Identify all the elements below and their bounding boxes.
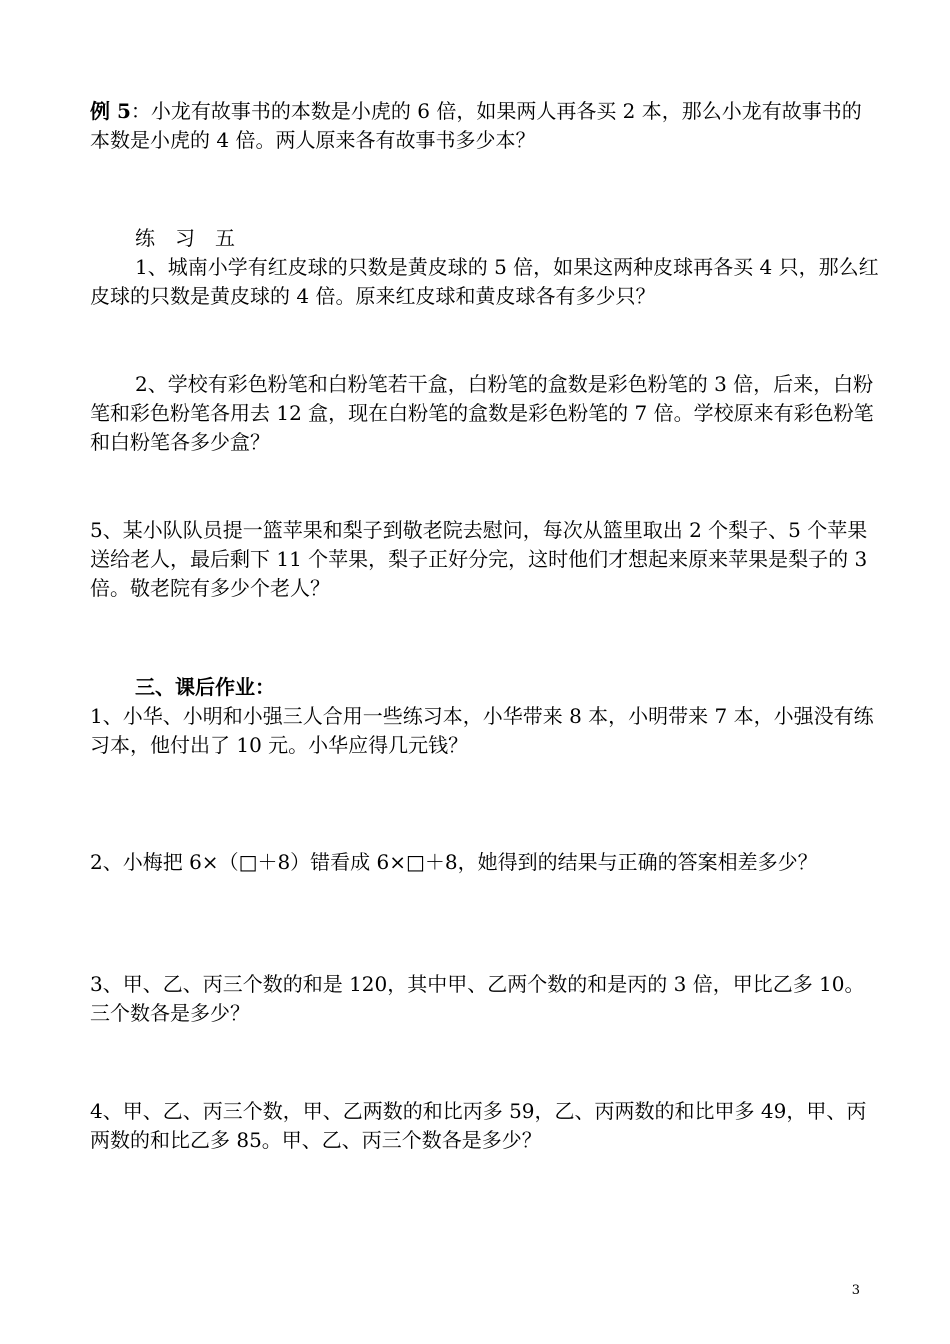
example-5 — [90, 97, 880, 155]
practice-title: 练 习 五 — [135, 226, 235, 250]
practice-question-5: 5、某小队队员提一篮苹果和梨子到敬老院去慰问，每次从篮里取出 2 个梨子、5 个苹果送给老人，最后剩下 11 个苹果，梨子正好分完，这时他们才想起来原来苹果是梨子的 3 倍。敬老院有多少个老人？ — [90, 518, 868, 600]
practice-question-1: 1、城南小学有红皮球的只数是黄皮球的 5 倍，如果这两种皮球再各买 4 只，那么红皮球的只数是黄皮球的 4 倍。原来红皮球和黄皮球各有多少只？ — [90, 255, 879, 308]
homework-question-2: 2、小梅把 6×（□＋8）错看成 6×□＋8，她得到的结果与正确的答案相差多少？ — [90, 850, 818, 874]
example-5-label: 例 5 — [90, 99, 131, 123]
homework-question-4: 4、甲、乙、丙三个数，甲、乙两数的和比丙多 59，乙、丙两数的和比甲多 49，甲、丙两数的和比乙多 85。甲、乙、丙三个数各是多少？ — [90, 1099, 867, 1152]
homework-title: 三、课后作业： — [135, 675, 275, 699]
practice-question-2: 2、学校有彩色粉笔和白粉笔若干盒，白粉笔的盒数是彩色粉笔的 3 倍，后来，白粉笔和彩色粉笔各用去 12 盒，现在白粉笔的盒数是彩色粉笔的 7 倍。学校原来有彩色粉笔和白粉笔各多少盒？ — [90, 372, 874, 454]
homework-question-3: 3、甲、乙、丙三个数的和是 120，其中甲、乙两个数的和是丙的 3 倍，甲比乙多 10。三个数各是多少？ — [90, 972, 865, 1025]
example-5-text: ：小龙有故事书的本数是小虎的 6 倍，如果两人再各买 2 本，那么小龙有故事书的本数是小虎的 4 倍。两人原来各有故事书多少本？ — [90, 99, 862, 152]
homework-question-1: 1、小华、小明和小强三人合用一些练习本，小华带来 8 本，小明带来 7 本，小强没有练习本，他付出了 10 元。小华应得几元钱？ — [90, 704, 874, 757]
page-number: 3 — [851, 1283, 860, 1298]
